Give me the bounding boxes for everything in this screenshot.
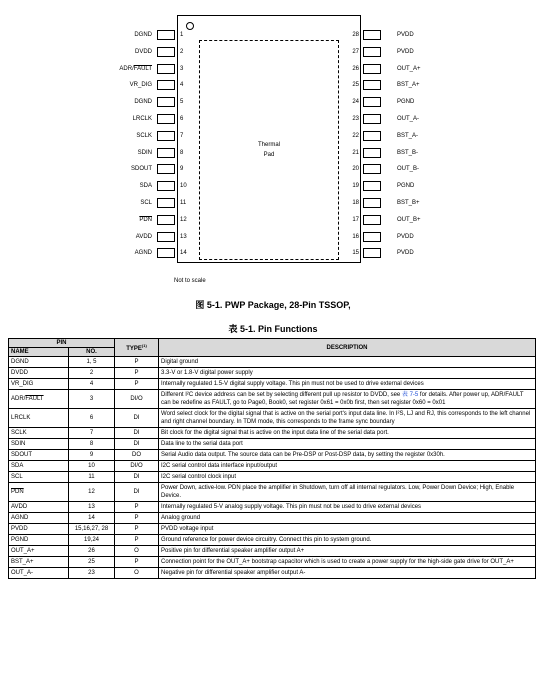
pin-name: BST_A- [397,132,419,139]
pin-name-text: SCLK [136,132,152,139]
pin-name-text: VR_DIG [129,82,152,89]
figure-caption-prefix: 图 [195,300,205,310]
pin-lead-icon [157,131,175,141]
table-row [9,428,536,439]
pin-number: 11 [180,200,187,206]
pin-name [134,29,152,41]
pin-name: PVDD [397,32,414,38]
pin-lead-icon [157,181,175,191]
pin-type-cell: O [115,546,159,557]
pin-number: 1 [180,32,184,38]
pin-name: BST_A+ [397,82,420,89]
pin-number-cell: 9 [69,450,115,461]
table-row [9,535,536,546]
pin-number-cell: 1, 5 [69,357,115,368]
pin-lead-icon [363,215,381,225]
pin-19 [352,180,451,192]
pin-description-cell: Internally regulated 1.5-V digital supply voltage. This pin must not be used to drive external devices [159,379,536,390]
pin-5 [100,96,184,108]
pin-13 [100,231,187,243]
header-type-label: TYPE [126,346,142,352]
pin-name-text: DVDD [11,370,29,376]
pin-type-cell: P [115,535,159,546]
pin-name: OUT_B- [397,166,420,173]
pin-name [135,247,152,259]
pin-lead-icon [363,232,381,242]
pin-number: 28 [352,32,359,38]
pin-name: PVDD [397,250,414,257]
table-row [9,390,536,409]
pin-name-cell [9,568,69,579]
pin-10 [100,180,187,192]
pin-number: 4 [180,82,184,89]
pin-number: 20 [352,166,359,173]
table-caption [0,322,546,335]
pin-lead-icon [157,198,175,208]
pin-number: 9 [180,166,184,173]
pin-name-cell [9,546,69,557]
pin-name-cell [9,450,69,461]
pin-description-cell: 3.3-V or 1.8-V digital power supply [159,368,536,379]
pin-number-cell: 4 [69,379,115,390]
pin-name-cell [9,483,69,502]
pin-name [136,231,152,243]
pin-description-cell: I2C serial control data interface input/output [159,461,536,472]
pin-type-cell: DI/O [115,461,159,472]
pin-name-text: AVDD [135,233,152,240]
pin-name-text: VR_DIG [11,381,34,387]
pin-name-text: AGND [134,250,152,257]
pin-type-cell: P [115,524,159,535]
pin-name [134,96,152,108]
pin-name-text: SCL [11,474,23,480]
thermal-pad-label-2: Pad [263,152,275,158]
pin-lead-icon [157,80,175,90]
thermal-pad [199,40,339,260]
pin-number-cell: 3 [69,390,115,409]
pin-number: 16 [352,233,359,240]
pin-number-cell: 15,16,27, 28 [69,524,115,535]
pin-lead-icon [363,248,381,258]
table-row [9,513,536,524]
pin-9 [100,163,184,175]
package-diagram [0,0,546,300]
pin-18 [352,197,451,209]
pin-lead-icon [157,232,175,242]
pin-17 [352,214,451,226]
pin-lead-icon [363,30,381,40]
pin-name [135,46,152,58]
pin-name [130,79,152,91]
pin-16 [352,231,451,243]
pin-number-cell: 11 [69,472,115,483]
table-caption-prefix: 表 [228,324,238,334]
thermal-pad-label: Thermal [257,142,280,148]
pin-name-text: PVDD [11,526,28,532]
table-body [9,357,536,579]
pin-number: 17 [352,216,359,223]
description-text: Different I²C device address can be set by selecting different pull up resistor to DVDD, see [161,392,402,398]
pin-name: OUT_A+ [397,65,421,72]
pin-name-text: DVDD [134,48,152,55]
pin-description-cell: Digital ground [159,357,536,368]
pin-26 [352,63,451,75]
header-type [115,339,159,357]
pin-2 [100,46,184,58]
pin-number: 6 [180,116,184,122]
pin-28 [352,29,451,41]
pin-name-cell [9,368,69,379]
pin-description-cell: I2C serial control clock input [159,472,536,483]
pin-number-cell: 13 [69,502,115,513]
pin-14 [100,247,187,259]
pin-name: BST_B+ [397,200,420,206]
pin-23 [352,113,451,125]
description-text-2: for details. After power up, ADR/FAULT can be redefine as FAULT, go to Page0, Book0, set register 0x61 = 0x0b first, then set register 0x60 = 0x01 [161,392,524,406]
pin-number: 12 [180,216,187,223]
pin-number: 5 [180,99,184,106]
table-row [9,450,536,461]
pin-functions-table [8,338,536,579]
pin-number: 3 [180,65,184,72]
pin-number: 25 [352,82,359,89]
pin-name-text: LRCLK [11,415,31,421]
pin-name-text: SDIN [137,149,152,156]
pin-name-text: LRCLK [132,116,152,122]
pin-name: OUT_B+ [397,216,421,223]
pin-name-overline: FAULT [25,396,44,402]
pin-description-cell: Positive pin for differential speaker amplifier output A+ [159,546,536,557]
pin-number-cell: 25 [69,557,115,568]
pin-name-cell [9,557,69,568]
pin-name: PGND [397,183,415,190]
header-no: NO. [69,348,115,357]
pin-name-text: ADR/ [119,65,134,72]
pin-number-cell: 7 [69,428,115,439]
pin-name-cell [9,390,69,409]
pin-lead-icon [363,131,381,141]
pin-description-cell: Bit clock for the digital signal that is active on the input data line of the serial data port. [159,428,536,439]
pin-number: 14 [180,250,187,257]
pin-name-text: ADR/ [11,396,26,402]
pin-lead-icon [157,47,175,57]
figure-caption-text: 5-1. PWP Package, 28-Pin TSSOP, [204,300,351,310]
pin-number: 10 [180,183,187,190]
pin-name [119,63,152,75]
pin-name-cell [9,524,69,535]
pin-name [131,163,152,175]
pin-number: 2 [180,48,184,55]
pin-name: PVDD [397,233,414,240]
pin-description-cell: PVDD voltage input [159,524,536,535]
pin-4 [100,79,184,91]
pin-lead-icon [363,198,381,208]
pin-type-cell: P [115,557,159,568]
pin-description-cell: Power Down, active-low. PDN place the amplifier in Shutdown, turn off all internal regulators. Low, Power Down Device; High, Enable Device. [159,483,536,502]
pin-lead-icon [157,148,175,158]
table-row [9,368,536,379]
pin-name-text: AGND [11,515,29,521]
pin-description-cell: Internally regulated 5-V analog supply voltage. This pin must not be used to drive external devices [159,502,536,513]
pin-number: 27 [352,48,359,55]
pin-number: 8 [180,149,184,156]
pin-name-cell [9,428,69,439]
pin-name: OUT_A- [397,116,420,122]
pin-name-text: SDA [139,183,152,190]
pin-20 [352,163,451,175]
pin-11 [100,197,187,209]
pin-name-text: OUT_A+ [11,548,35,554]
pin-type-cell: DI [115,409,159,428]
table-row [9,461,536,472]
pin-name [138,147,152,159]
ic-package-outline [177,15,361,263]
figure-caption [0,298,546,311]
table-header-row [9,339,536,348]
table-row [9,357,536,368]
pin-description-cell: Analog ground [159,513,536,524]
pin-description-cell: Serial Audio data output. The source data can be Pre-DSP or Post-DSP data, by setting the register 0x30h. [159,450,536,461]
table-caption-text: 5-1. Pin Functions [237,324,318,334]
header-pin: PIN [9,339,115,348]
pin-name [140,197,152,209]
pin-name-cell [9,513,69,524]
pin-description-cell: Connection point for the OUT_A+ bootstrap capacitor which is used to create a power supply for the high-side gate drive for OUT_A+ [159,557,536,568]
pin-number: 13 [180,233,187,240]
header-name: NAME [9,348,69,357]
pin-name [133,113,152,125]
table-row [9,439,536,450]
pin-21 [352,147,451,159]
pin-type-cell: DI [115,428,159,439]
pin-27 [352,46,451,58]
pin-type-cell: DI [115,483,159,502]
pin-name: BST_B- [397,149,419,156]
pin-lead-icon [157,164,175,174]
pin-6 [100,113,184,125]
table-row [9,546,536,557]
pin-name-text: SDIN [11,441,26,447]
pin-name: PVDD [397,48,414,55]
pin-number: 24 [352,99,359,106]
pin-name-text: SCL [140,200,152,206]
pin-lead-icon [157,248,175,258]
pin-lead-icon [157,215,175,225]
pin-number: 18 [352,200,359,206]
pin-lead-icon [157,114,175,124]
pin-description-cell [159,390,536,409]
pin-name-text: DGND [134,32,152,38]
pin-number-cell: 19,24 [69,535,115,546]
pin-name-cell [9,409,69,428]
pin-number: 22 [352,132,359,139]
pin-description-cell: Ground reference for power device circuitry. Connect this pin to system ground. [159,535,536,546]
pin-name-text: PGND [11,537,29,543]
pin-name-text: BST_A+ [11,559,34,565]
pin-25 [352,79,451,91]
pin-type-cell: P [115,379,159,390]
header-type-footnote: (1) [141,343,147,348]
pin-name-text: SCLK [11,430,27,436]
pin-name-text: SDOUT [11,452,32,458]
pin-name [139,214,152,226]
pin-type-cell: DI [115,439,159,450]
pin-type-cell: P [115,502,159,513]
header-description: DESCRIPTION [159,339,536,357]
table-row [9,472,536,483]
pin-name [136,130,152,142]
pin-number-cell: 14 [69,513,115,524]
pin-number-cell: 8 [69,439,115,450]
pin-name-cell [9,502,69,513]
pin-name: PGND [397,99,415,106]
table-row [9,568,536,579]
pin-name-overline: $\overline{PDN}$ [11,489,24,495]
pin-number: 7 [180,132,184,139]
pin-type-cell: DI [115,472,159,483]
pin-name-cell [9,535,69,546]
pin-number-cell: 10 [69,461,115,472]
not-to-scale-note: Not to scale [174,278,206,284]
pin-lead-icon [363,181,381,191]
pin-3 [100,63,184,75]
pin-22 [352,130,451,142]
pin-12 [100,214,187,226]
pin-name-cell [9,472,69,483]
table-ref-link[interactable]: 表 7-5 [401,392,419,398]
pin-lead-icon [363,47,381,57]
pin-name [140,180,152,192]
pin-type-cell: P [115,513,159,524]
pin-name-text: OUT_A- [11,570,34,576]
pin-lead-icon [157,30,175,40]
pin-description-cell: Negative pin for differential speaker amplifier output A- [159,568,536,579]
pin-name-cell [9,439,69,450]
pin-name-cell [9,461,69,472]
pin-name-cell [9,357,69,368]
pin-number-cell: 6 [69,409,115,428]
pin-number: 19 [352,183,359,190]
pin-7 [100,130,184,142]
pin-name-overline: $\overline{PDN}$ [139,216,152,223]
table-row [9,502,536,513]
pin-type-cell: DI/O [115,390,159,409]
pin-number: 21 [352,149,359,156]
table-row [9,557,536,568]
table-row [9,379,536,390]
pin-1 [100,29,184,41]
table-row [9,409,536,428]
pin-lead-icon [363,97,381,107]
pin-lead-icon [157,64,175,74]
pin-lead-icon [157,97,175,107]
pin-name-text: DGND [11,359,29,365]
pin-number-cell: 12 [69,483,115,502]
pin-type-cell: DO [115,450,159,461]
pin-name-text: SDOUT [131,166,152,173]
pin-lead-icon [363,80,381,90]
pin-name-overline: FAULT [133,65,152,72]
pin-description-cell: Word select clock for the digital signal that is active on the serial port's input data line. In I²S, LJ and RJ, this corresponds to the left channel and right channel boundary. In TDM mode, this corresponds to the frame sync boundary [159,409,536,428]
pin-number-cell: 2 [69,368,115,379]
pin-description-cell: Data line to the serial data port [159,439,536,450]
pin-lead-icon [363,164,381,174]
pin-name-cell [9,379,69,390]
pin-8 [100,147,184,159]
pin-number-cell: 26 [69,546,115,557]
pin-lead-icon [363,64,381,74]
pin-name-text: SDA [11,463,24,469]
pin-type-cell: P [115,368,159,379]
table-row [9,483,536,502]
pin-number: 23 [352,116,359,122]
pin-lead-icon [363,148,381,158]
pin-lead-icon [363,114,381,124]
table-row [9,524,536,535]
pin-24 [352,96,451,108]
pin-type-cell: P [115,357,159,368]
pin-number: 26 [352,65,359,72]
pin-name-text: DGND [134,99,152,106]
pin-number-cell: 23 [69,568,115,579]
pin-number: 15 [352,250,359,257]
pin-15 [352,247,451,259]
pin-name-text: AVDD [11,504,28,510]
pin-type-cell: O [115,568,159,579]
